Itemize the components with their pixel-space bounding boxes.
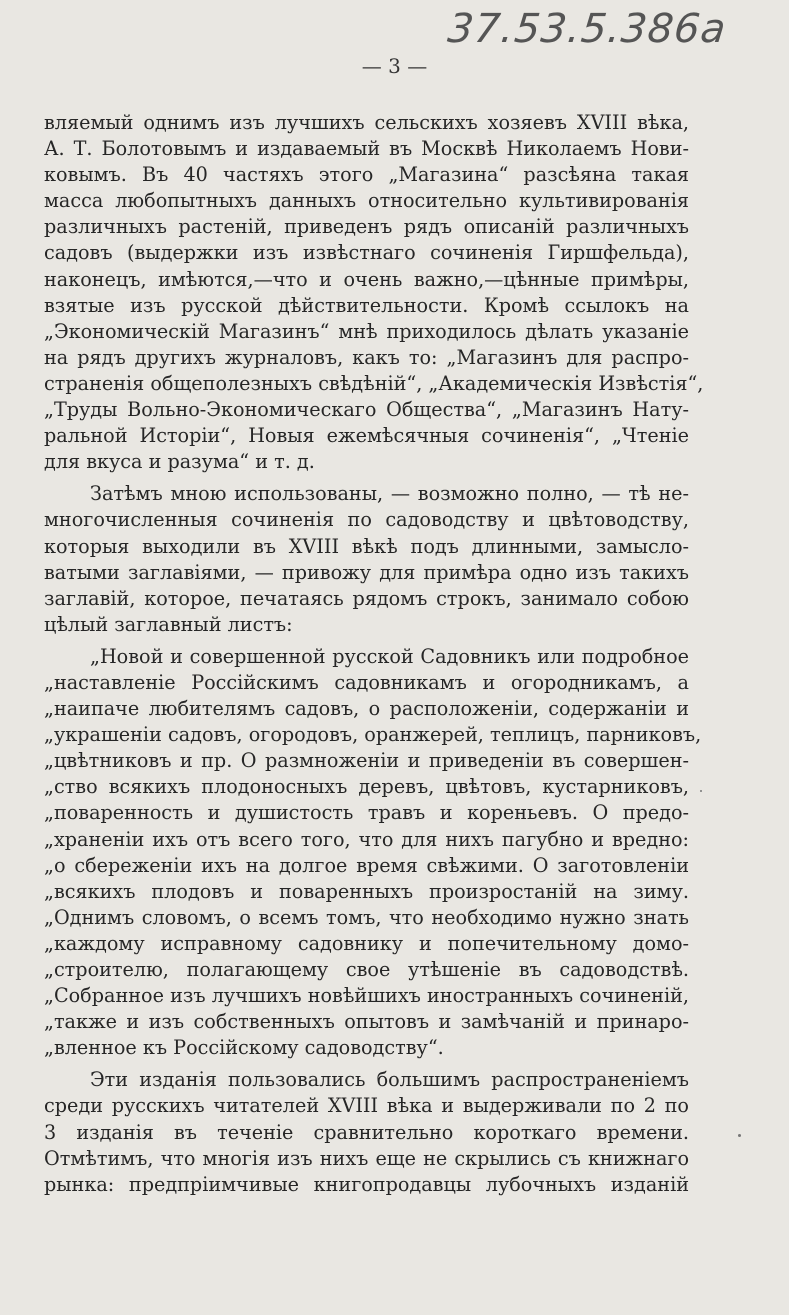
text-line: различныхъ растеній, приведенъ рядъ описаній различныхъ: [44, 215, 689, 239]
text-line: „Труды Вольно-Экономическаго Общества“, „Магазинъ Нату-: [44, 398, 689, 422]
text-line: 3 изданія въ теченіе сравнительно короткаго времени.: [44, 1120, 689, 1144]
text-line: ковымъ. Въ 40 частяхъ этого „Магазина“ разсѣяна такая: [44, 163, 689, 187]
paragraph-1: [44, 110, 704, 475]
text-line: заглавій, которое, печатаясь рядомъ строкъ, занимало собою: [44, 586, 689, 610]
text-line: ральной Исторіи“, Новыя ежемѣсячныя сочиненія“, „Чтеніе: [44, 424, 689, 448]
text-line: масса любопытныхъ данныхъ относительно культивированія: [44, 189, 689, 213]
text-line: „Однимъ словомъ, о всемъ томъ, что необходимо нужно знать: [44, 905, 689, 929]
text-line: многочисленныя сочиненія по садоводству и цвѣтоводству,: [44, 508, 689, 532]
text-line: „наставленіе Россійскимъ садовникамъ и огородникамъ, а: [44, 670, 689, 694]
text-line: Отмѣтимъ, что многія изъ нихъ еще не скрылись съ книжнаго: [44, 1146, 689, 1170]
text-line: садовъ (выдержки изъ извѣстнаго сочиненія Гиршфельда),: [44, 241, 689, 265]
text-line: взятые изъ русской дѣйствительности. Кромѣ ссылокъ на: [44, 293, 689, 317]
text-line: Затѣмъ мною использованы, — возможно полно, — тѣ не-: [90, 482, 689, 506]
text-line: рынка: предпріимчивые книгопродавцы лубочныхъ изданій: [44, 1172, 689, 1196]
text-line: „наипаче любителямъ садовъ, о расположеніи, содержаніи и: [44, 697, 689, 721]
text-line: „цвѣтниковъ и пр. О размноженіи и приведеніи въ совершен-: [44, 749, 689, 773]
handwritten-shelfmark: 37.53.5.386а: [445, 6, 729, 52]
body-text: [44, 110, 704, 1198]
text-line: страненія общеполезныхъ свѣдѣній“, „Академическія Извѣстія“,: [44, 371, 704, 395]
text-line: вляемый однимъ изъ лучшихъ сельскихъ хозяевъ XVIII вѣка,: [44, 111, 689, 134]
text-line: для вкуса и разума“ и т. д.: [44, 450, 315, 474]
text-line: „Экономическій Магазинъ“ мнѣ приходилось дѣлать указаніе: [44, 319, 689, 343]
paragraph-3-quotation: [44, 644, 702, 1062]
text-line: „Собранное изъ лучшихъ новѣйшихъ иностранныхъ сочиненій,: [44, 984, 689, 1008]
text-line: А. Т. Болотовымъ и издаваемый въ Москвѣ Николаемъ Нови-: [44, 137, 689, 161]
paragraph-2: [44, 481, 689, 638]
text-line: цѣлый заглавный листъ:: [44, 612, 293, 636]
paragraph-4: [44, 1067, 689, 1197]
text-line: „также и изъ собственныхъ опытовъ и замѣчаній и принаро-: [44, 1010, 689, 1034]
text-line: „о сбереженіи ихъ на долгое время свѣжими. О заготовленіи: [44, 853, 689, 877]
text-line: которыя выходили въ XVIII вѣкѣ подъ длинными, замысло-: [44, 534, 689, 558]
text-line: Эти изданія пользовались большимъ распространеніемъ: [90, 1068, 689, 1092]
text-line: „вленное къ Россійскому садоводству“.: [44, 1036, 444, 1060]
text-line: среди русскихъ читателей XVIII вѣка и выдерживали по 2 по: [44, 1094, 689, 1118]
paper-speck: [700, 790, 702, 792]
text-line: „всякихъ плодовъ и поваренныхъ произростаній на зиму.: [44, 879, 689, 903]
page-number: — 3 —: [361, 54, 428, 78]
text-line: „строителю, полагающему свое утѣшеніе въ садоводствѣ.: [44, 958, 689, 981]
text-line: „храненіи ихъ отъ всего того, что для нихъ пагубно и вредно:: [44, 827, 689, 851]
text-line: „Новой и совершенной русской Садовникъ или подробное: [90, 644, 689, 668]
text-line: наконецъ, имѣются,—что и очень важно,—цѣнные примѣры,: [44, 267, 689, 291]
text-line: на рядъ другихъ журналовъ, какъ то: „Магазинъ для распро-: [44, 345, 689, 369]
text-line: „ство всякихъ плодоносныхъ деревъ, цвѣтовъ, кустарниковъ,: [44, 775, 689, 799]
text-line: „поваренность и душистость травъ и кореньевъ. О предо-: [44, 801, 689, 825]
text-line: „каждому исправному садовнику и попечительному домо-: [44, 931, 689, 955]
paper-speck: [738, 1134, 741, 1137]
text-line: „украшеніи садовъ, огородовъ, оранжерей, теплицъ, парниковъ,: [44, 723, 702, 747]
text-line: ватыми заглавіями, — привожу для примѣра одно изъ такихъ: [44, 560, 689, 584]
